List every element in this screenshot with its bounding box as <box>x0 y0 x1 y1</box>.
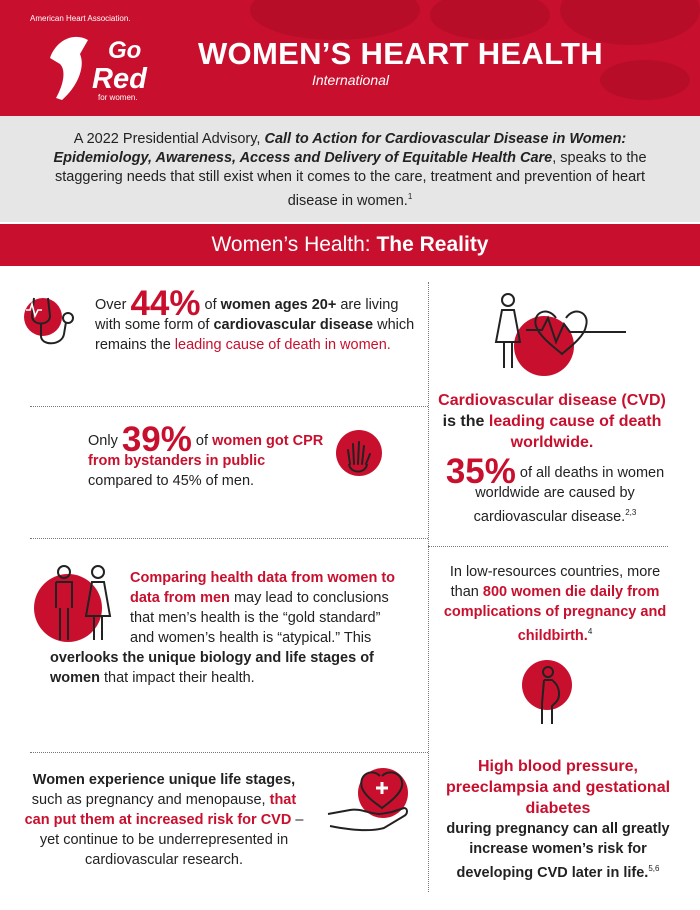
pregnant-woman-icon <box>530 664 580 726</box>
fact-35-percent: 35% of all deaths in women worldwide are caused by cardiovascular disease.$^{2,3}$ <box>445 452 665 525</box>
row-divider <box>30 406 428 407</box>
woman-heartbeat-icon <box>486 290 630 370</box>
header <box>0 0 700 116</box>
heart-cross-hand-icon <box>320 768 412 840</box>
fact-comparing-data: Comparing health data from women to data from men may lead to conclusions that men’s health is the “gold standard” and women’s health is “atypical.” This overlooks the unique biology and life stages of women that impact their health. <box>50 570 396 686</box>
go-red-logo <box>46 28 156 108</box>
fact-pregnancy-risk: High blood pressure, preeclampsia and gestational diabetes during pregnancy can all greatly increase women’s risk for developing CVD later in life.$^{5,6}$ <box>445 758 671 881</box>
section-banner: Women’s Health: The Reality <box>0 224 700 266</box>
row-divider <box>30 538 428 539</box>
intro-paragraph: A 2022 Presidential Advisory, Call to Action for Cardiovascular Disease in Women: Epidemiology, Awareness, Access and Delivery of Equitable Health Care, speaks to the staggering needs that still exist when it comes to the care, treatment and prevention of heart disease in women.$^1$ <box>0 116 700 222</box>
world-map-decoration <box>250 0 420 40</box>
org-name: American Heart Association. <box>30 14 131 23</box>
page-subtitle: International <box>311 72 390 88</box>
page-title: WOMEN’S HEART HEALTH <box>198 36 603 71</box>
fact-44-percent: Over 44% of women ages 20+ are living with some form of cardiovascular disease which remains the leading cause of death in women. <box>95 284 415 353</box>
fact-800-women: In low-resources countries, more than 800 women die daily from complications of pregnancy and childbirth.$^4$ <box>443 564 667 644</box>
stethoscope-icon <box>22 290 82 352</box>
row-divider <box>428 546 668 547</box>
advisory-title: Call to Action for Cardiovascular Disease in Women: Epidemiology, Awareness, Access and Delivery of Equitable Health Care <box>53 131 627 166</box>
logo-for-women: for women. <box>98 93 138 102</box>
logo-go: Go <box>108 37 142 64</box>
stat-39: 39% <box>121 420 192 459</box>
fact-cvd-leading-cause: Cardiovascular disease (CVD) is the leading cause of death worldwide. <box>438 392 666 451</box>
logo-red: Red <box>92 63 147 95</box>
stat-35: 35% <box>445 452 516 491</box>
world-map-decoration <box>430 0 550 40</box>
fact-39-percent: Only 39% of women got CPR from bystanders in public compared to 45% of men. <box>88 420 324 489</box>
column-divider <box>428 282 429 892</box>
fact-life-stages: Women experience unique life stages, such as pregnancy and menopause, that can put them at increased risk for CVD – yet continue to be underrepresented in cardiovascular research. <box>24 772 304 868</box>
row-divider <box>30 752 428 753</box>
stat-44: 44% <box>130 284 201 323</box>
heart-hand-icon <box>336 430 386 480</box>
